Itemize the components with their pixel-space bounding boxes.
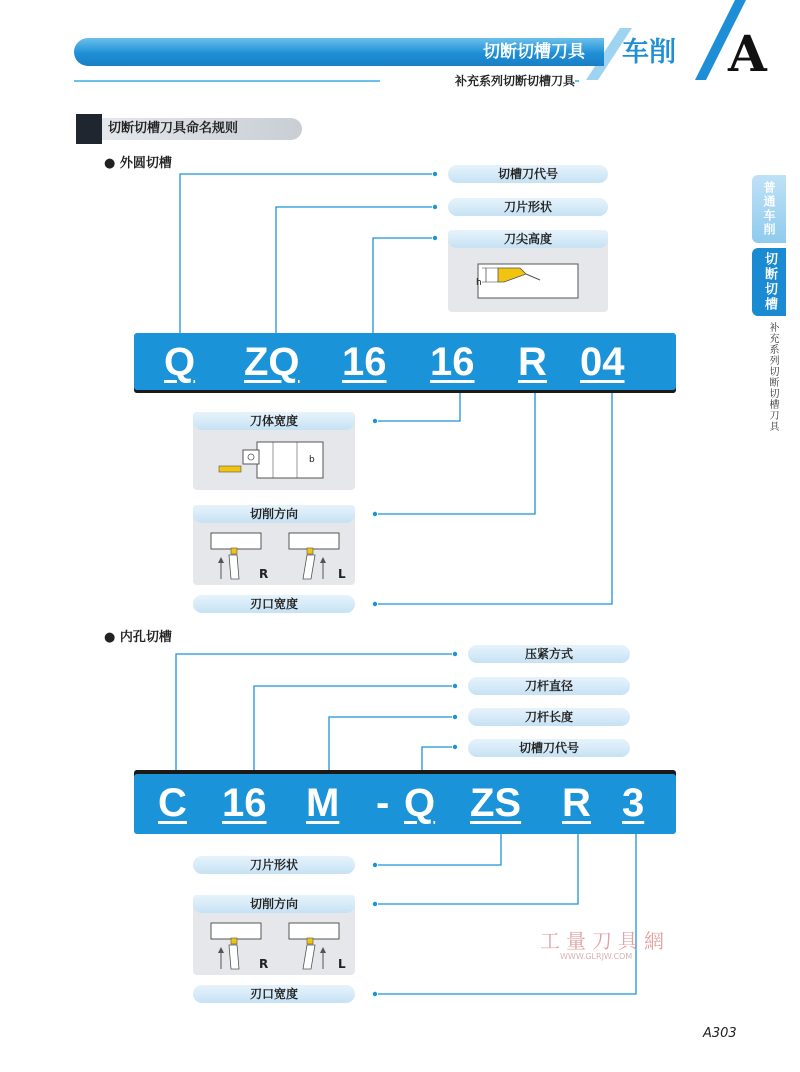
label-int-insert-shape: 刀片形状 [193, 856, 355, 874]
code-m: M [306, 781, 340, 825]
watermark-logo: 工量刀具網 [540, 929, 670, 953]
internal-heading: ● 内孔切槽 [104, 630, 172, 645]
internal-code-bar [134, 770, 676, 834]
code-width: 16 [430, 340, 475, 384]
dir-left-label: L [338, 567, 346, 581]
external-heading: ● 外圆切槽 [104, 156, 172, 171]
code-int-edge-width: 3 [622, 781, 645, 825]
int-dir-right-label: R [259, 957, 269, 971]
dir-right-label: R [259, 567, 269, 581]
code-diameter: 16 [222, 781, 267, 825]
cutting-direction-diagram [207, 531, 347, 583]
category-label: 车削 [622, 37, 676, 68]
chapter-letter: A [728, 24, 767, 83]
code-q: Q [164, 340, 196, 384]
label-int-edge-width: 刃口宽度 [193, 985, 355, 1003]
code-iq: Q [404, 781, 436, 825]
code-height: 16 [342, 340, 387, 384]
code-edge-width: 04 [580, 340, 625, 384]
section-marker [76, 114, 102, 144]
header-title: 切断切槽刀具 [483, 42, 585, 62]
label-edge-width: 刃口宽度 [193, 595, 355, 613]
label-int-cutting-direction: 切削方向 [193, 895, 355, 913]
header-subtitle: 补充系列切断切槽刀具 [380, 73, 575, 89]
tip-height-box [448, 230, 608, 312]
body-width-box [193, 412, 355, 490]
code-zq: ZQ [244, 340, 300, 384]
label-body-width: 刀体宽度 [193, 412, 355, 430]
tab-supplement-series: 补充系列切断切槽刀具 [767, 322, 778, 432]
label-internal-tool-code: 切槽刀代号 [468, 739, 630, 757]
code-zs: ZS [470, 781, 522, 825]
height-mark: h [476, 278, 482, 288]
code-direction: R [518, 340, 547, 384]
label-bar-length: 刀杆长度 [468, 708, 630, 726]
label-clamping-method: 压紧方式 [468, 645, 630, 663]
watermark-url: WWW.GLRJW.COM [560, 952, 633, 961]
code-dash: - [376, 781, 390, 825]
code-c: C [158, 781, 187, 825]
label-grooving-tool-code: 切槽刀代号 [448, 165, 608, 183]
body-width-diagram [213, 440, 338, 484]
label-cutting-direction: 切削方向 [193, 505, 355, 523]
page-number: A303 [703, 1026, 737, 1041]
tip-height-diagram [470, 260, 590, 304]
section-title: 切断切槽刀具命名规则 [108, 121, 239, 136]
tab-general-turning[interactable]: 普通车削 [752, 175, 786, 243]
width-mark: b [309, 455, 315, 465]
label-bar-diameter: 刀杆直径 [468, 677, 630, 695]
int-cutting-direction-box [193, 895, 355, 975]
code-int-direction: R [562, 781, 591, 825]
label-tip-height: 刀尖高度 [448, 230, 608, 248]
cutting-direction-box [193, 505, 355, 585]
external-code-bar [134, 333, 676, 393]
label-insert-shape: 刀片形状 [448, 198, 608, 216]
int-cutting-direction-diagram [207, 921, 347, 973]
tab-grooving[interactable]: 切断切槽 [752, 248, 786, 316]
int-dir-left-label: L [338, 957, 346, 971]
